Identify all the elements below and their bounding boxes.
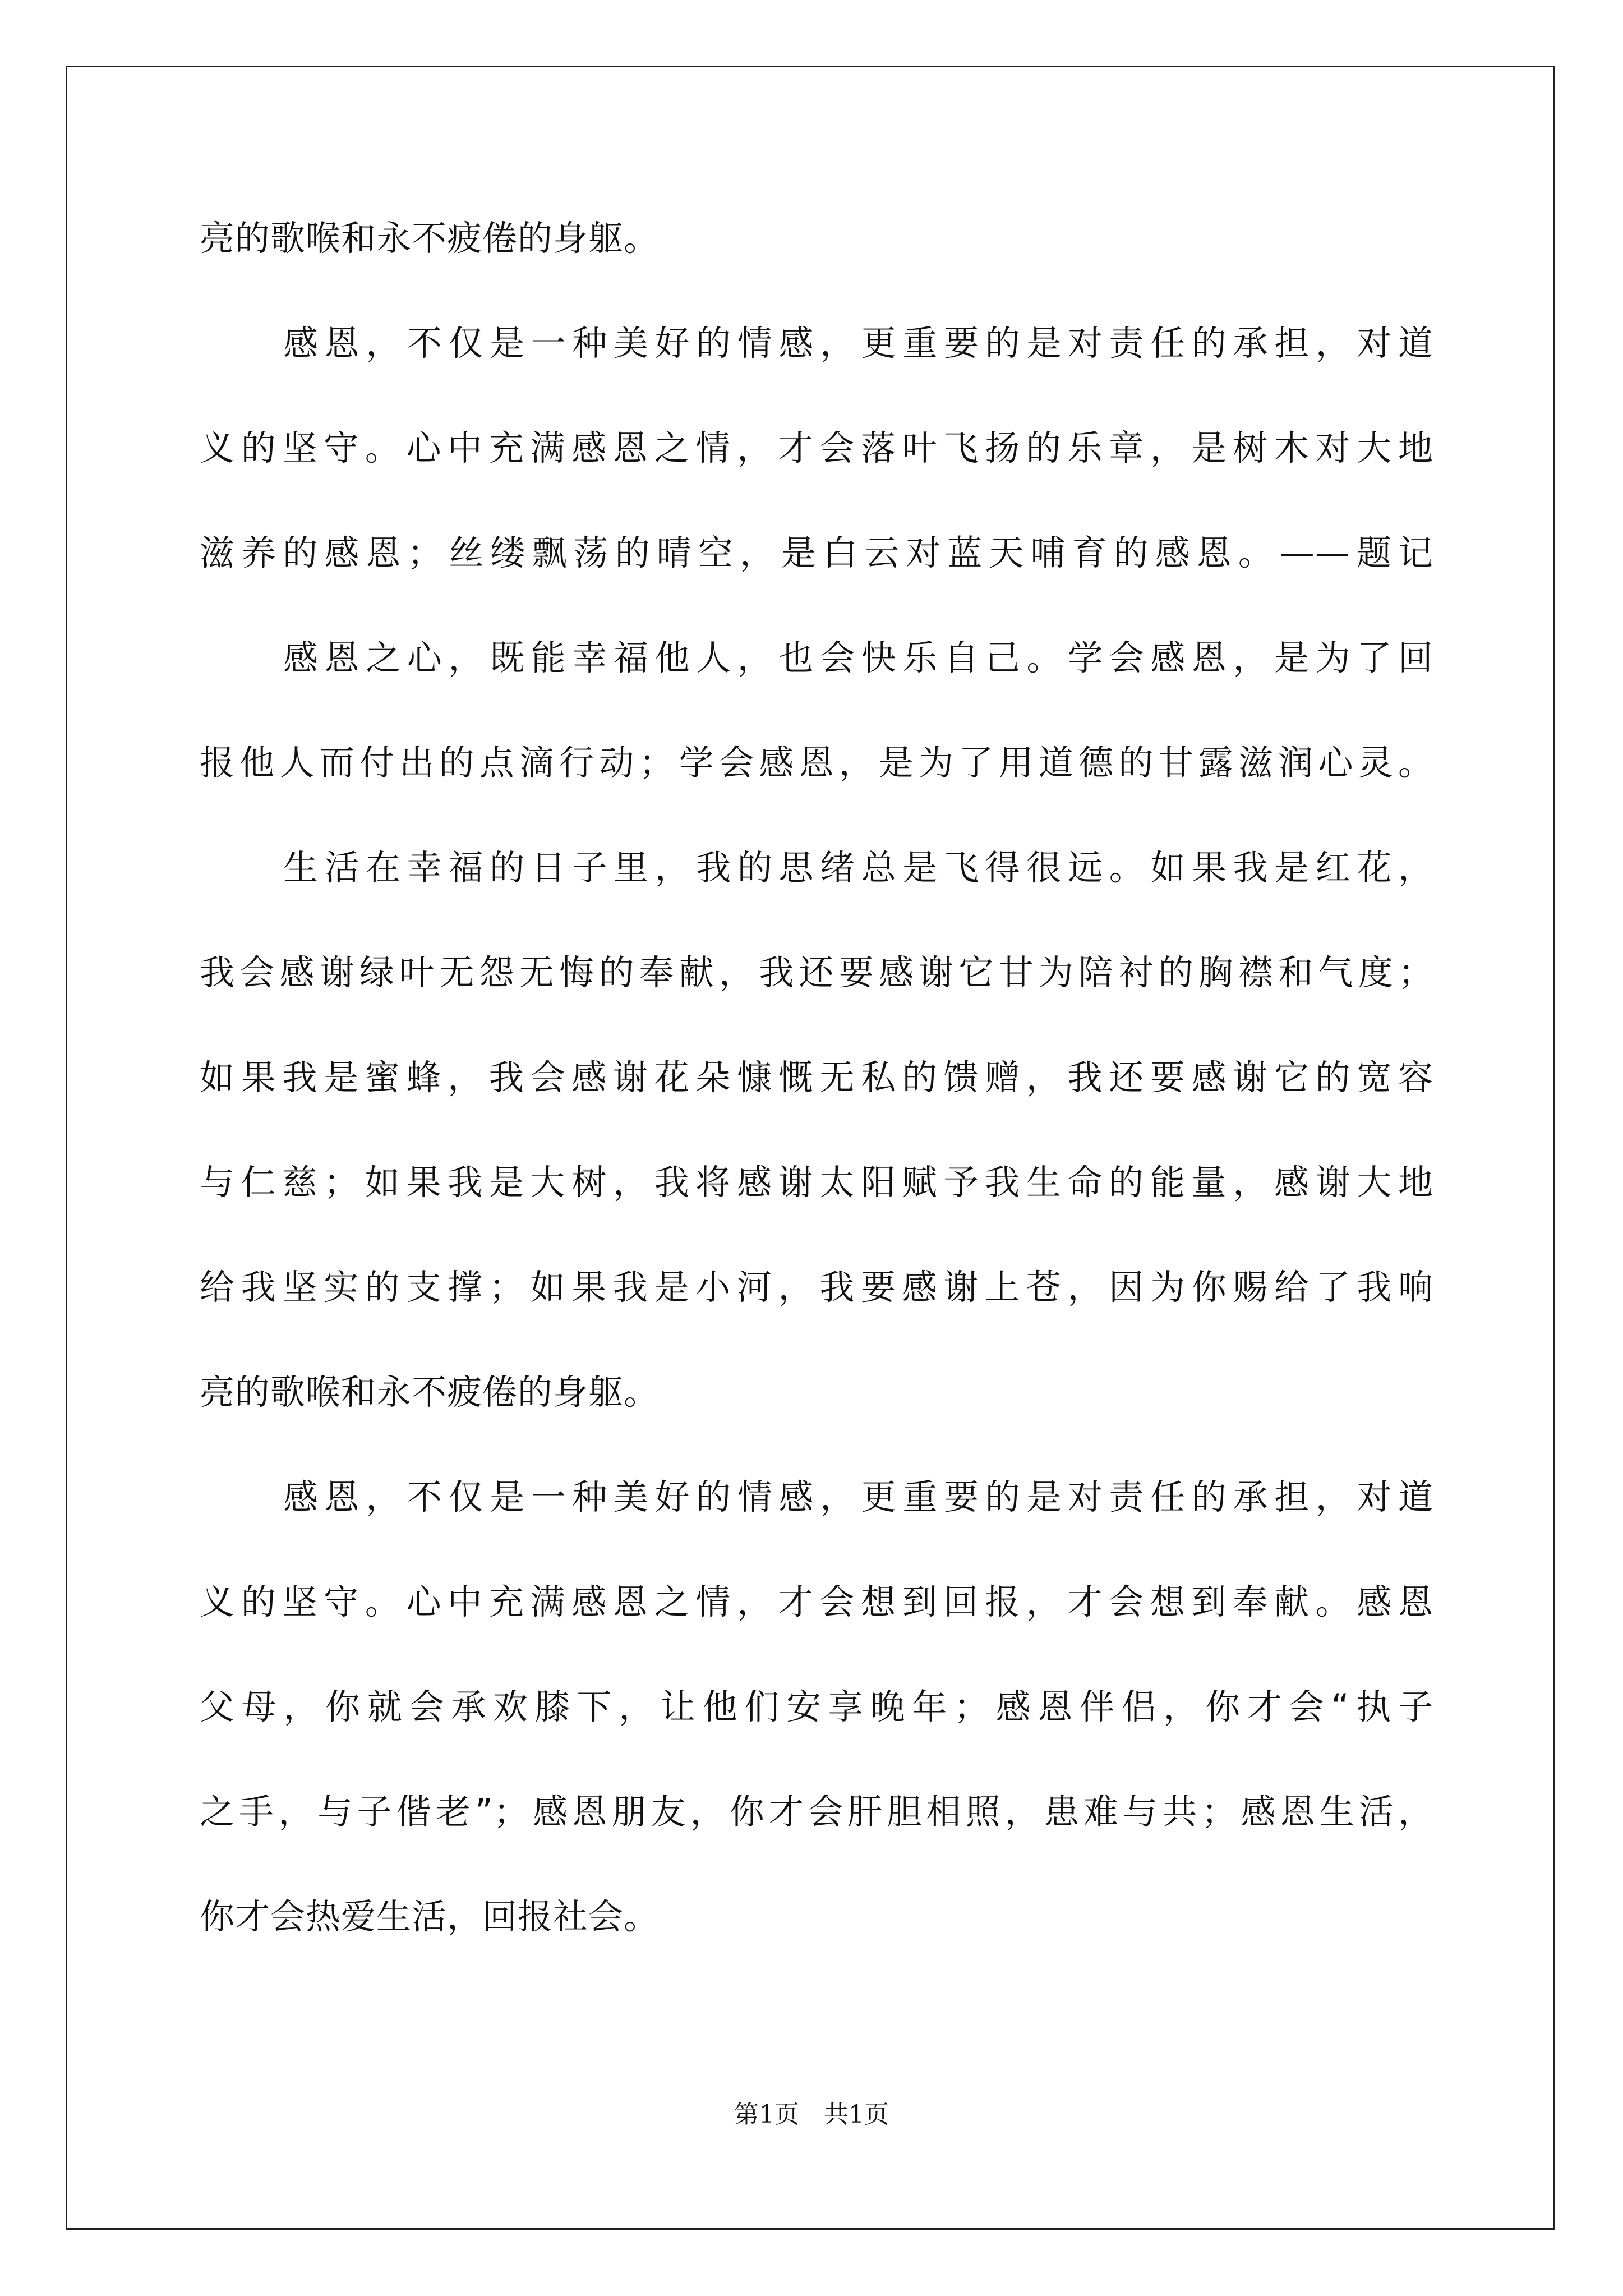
text-line-7: 生活在幸福的日子里，我的思绪总是飞得很远。如果我是红花， [283, 847, 1433, 888]
text-line-11: 给我坚实的支撑；如果我是小河，我要感谢上苍，因为你赐给了我响 [200, 1267, 1433, 1308]
text-line-1: 亮的歌喉和永不疲倦的身躯。 [200, 218, 660, 259]
text-line-4: 滋养的感恩；丝缕飘荡的晴空，是白云对蓝天哺育的感恩。——题记 [200, 532, 1433, 573]
text-line-9: 如果我是蜜蜂，我会感谢花朵慷慨无私的馈赠，我还要感谢它的宽容 [200, 1057, 1433, 1098]
text-line-8: 我会感谢绿叶无怨无悔的奉献，我还要感谢它甘为陪衬的胸襟和气度； [200, 952, 1433, 993]
page-number: 第1页 共1页 [734, 2100, 889, 2129]
text-line-17: 你才会热爱生活，回报社会。 [200, 1896, 660, 1937]
text-line-2: 感恩，不仅是一种美好的情感，更重要的是对责任的承担，对道 [283, 323, 1433, 364]
text-line-3: 义的坚守。心中充满感恩之情，才会落叶飞扬的乐章，是树木对大地 [200, 427, 1433, 468]
text-line-16: 之手，与子偕老”；感恩朋友，你才会肝胆相照，患难与共；感恩生活， [200, 1791, 1433, 1832]
text-line-12: 亮的歌喉和永不疲倦的身躯。 [200, 1372, 660, 1412]
text-line-5: 感恩之心，既能幸福他人，也会快乐自己。学会感恩，是为了回 [283, 637, 1433, 678]
text-line-10: 与仁慈；如果我是大树，我将感谢太阳赋予我生命的能量，感谢大地 [200, 1162, 1433, 1203]
text-line-14: 义的坚守。心中充满感恩之情，才会想到回报，才会想到奉献。感恩 [200, 1581, 1433, 1622]
text-line-13: 感恩，不仅是一种美好的情感，更重要的是对责任的承担，对道 [283, 1476, 1433, 1517]
text-line-6: 报他人而付出的点滴行动；学会感恩，是为了用道德的甘露滋润心灵。 [200, 742, 1433, 783]
text-line-15: 父母，你就会承欢膝下，让他们安享晚年；感恩伴侣，你才会“执子 [200, 1686, 1433, 1727]
